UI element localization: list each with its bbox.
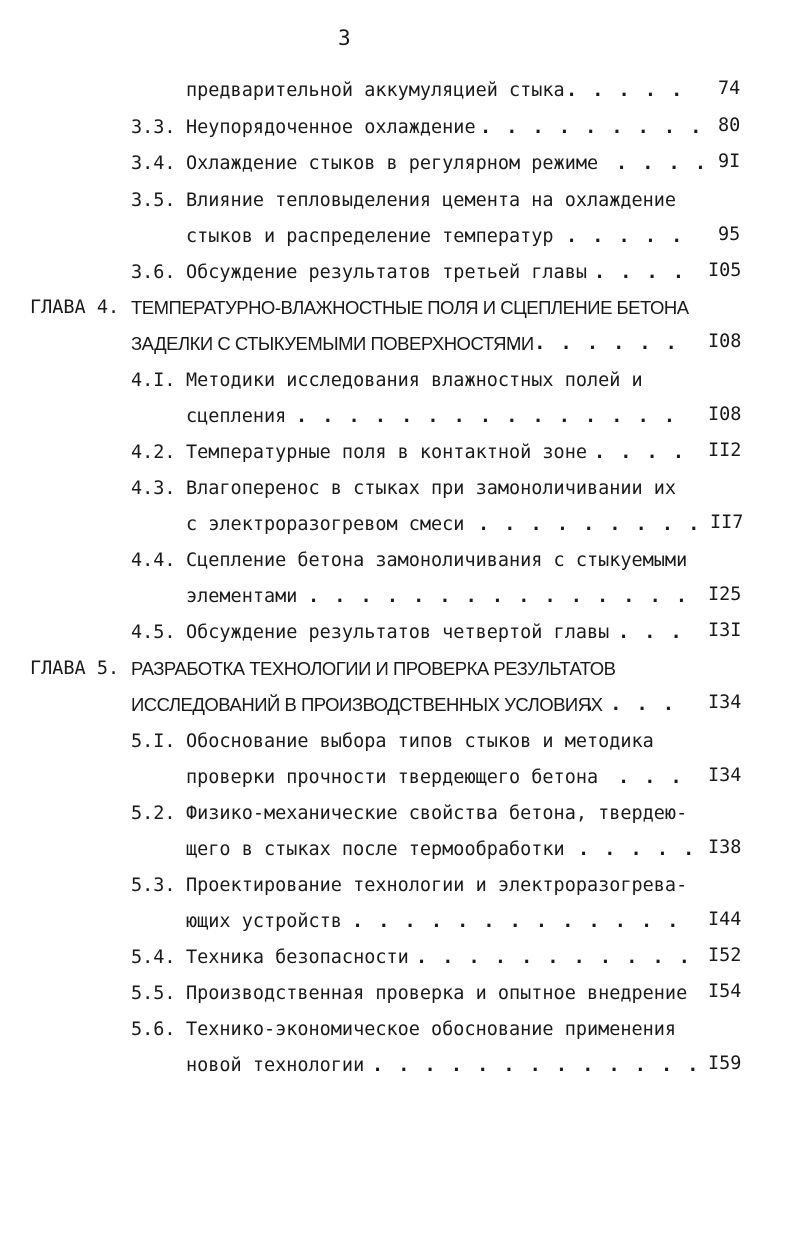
toc-page-number: 95 [718,224,741,245]
toc-entry-text: Методики исследования влажностных полей и [186,370,643,391]
toc-entry-text: Физико-механические свойства бетона, твердею- [186,803,688,824]
toc-leader-dots: . . . . . . . . . . . . . . . [296,406,678,427]
toc-page-number: I08 [708,404,742,425]
toc-section-number: 5.6. [131,1019,176,1040]
toc-leader-dots: . . . . . . . [508,333,679,354]
toc-page-number: I59 [708,1053,742,1074]
toc-entry-text: Обоснование выбора типов стыков и методика [186,731,654,752]
toc-entry-text: Техника безопасности [186,947,409,968]
toc-entry-text: Температурные поля в контактной зоне [186,442,587,463]
toc-page-number: I44 [708,909,742,930]
toc-section-number: 3.4. [131,153,176,174]
toc-entry-text: сцепления [186,406,287,427]
toc-page-number: I08 [708,331,742,352]
toc-entry-text: Обсуждение результатов четвертой главы [186,622,610,643]
toc-page-number: I34 [708,692,742,713]
toc-entry-text: Сцепление бетона замоноличивания с стыкуемыми [186,550,688,571]
toc-chapter-number: ГЛАВА 5. [30,658,120,679]
toc-entry-text: проверки прочности твердеющего бетона [186,767,599,788]
toc-section-number: 5.4. [131,947,176,968]
toc-entry-text: предварительной аккумуляцией стыка [186,80,565,101]
page-number: 3 [338,26,351,50]
toc-entry-text: Проектирование технологии и электроразогрева- [186,875,688,896]
toc-section-number: 4.5. [131,622,176,643]
toc-section-number: 3.5. [131,190,176,211]
toc-leader-dots: . . . . [584,694,676,715]
toc-leader-dots: . . . [618,622,684,643]
toc-page-number: 74 [718,78,741,99]
toc-page-number: I52 [708,945,742,966]
toc-page-number: I05 [708,260,742,281]
toc-leader-dots: . . . . . . . . . . . [416,947,692,968]
toc-leader-dots: . . . . . . . . . [480,117,704,138]
toc-leader-dots: . . . . . . . . . . . . . . . [308,586,690,607]
toc-page-number: I54 [708,981,742,1002]
toc-chapter-title: ЗАДЕЛКИ С СТЫКУЕМЫМИ ПОВЕРХНОСТЯМИ [131,333,534,354]
toc-entry-text: с электроразогревом смеси [186,514,465,535]
toc-page-number: I3I [708,620,742,641]
toc-page-number: I38 [708,837,742,858]
toc-entry-text: Производственная проверка и опытное внедрение [186,983,688,1004]
toc-page-number: I25 [708,584,742,605]
toc-entry-text: новой технологии [186,1055,365,1076]
toc-section-number: 3.3. [131,117,176,138]
toc-leader-dots: . . . . . . . . . . . . . [352,911,681,932]
toc-leader-dots: . . . . [594,442,686,463]
toc-entry-text: стыков и распределение температур [186,226,554,247]
toc-leader-dots: . . . . [594,262,686,283]
toc-leader-dots: . . . . . [566,80,685,101]
toc-leader-dots: . . . . . [578,839,697,860]
toc-entry-text: Неупорядоченное охлаждение [186,117,476,138]
toc-page-number: I34 [708,765,742,786]
toc-section-number: 4.4. [131,550,176,571]
toc-section-number: 3.6. [131,262,176,283]
toc-chapter-title: ТЕМПЕРАТУРНО-ВЛАЖНОСТНЫЕ ПОЛЯ И СЦЕПЛЕНИЕ БЕТОНА [131,297,689,318]
toc-entry-text: элементами [186,586,298,607]
toc-entry-text: Охлаждение стыков в регулярном режиме [186,153,599,174]
toc-page-number: 80 [718,115,741,136]
toc-section-number: 5.2. [131,803,176,824]
toc-chapter-title: РАЗРАБОТКА ТЕХНОЛОГИИ И ПРОВЕРКА РЕЗУЛЬТАТОВ [131,658,616,679]
toc-leader-dots: . . . . . [566,226,685,247]
toc-entry-text: Влияние тепловыделения цемента на охлаждение [186,190,677,211]
toc-entry-text: ющих устройств [186,911,342,932]
toc-chapter-number: ГЛАВА 4. [30,297,120,318]
toc-section-number: 4.I. [131,370,176,391]
toc-page-number: II2 [708,440,742,461]
toc-leader-dots: . . . . [616,153,708,174]
toc-entry-text: Влагоперенос в стыках при замоноличивании их [186,478,677,499]
toc-section-number: 4.3. [131,478,176,499]
toc-leader-dots: . . . . . . . . . [478,514,702,535]
toc-entry-text: щего в стыках после термообработки [186,839,565,860]
toc-section-number: 5.5. [131,983,176,1004]
toc-leader-dots: . . . [618,767,684,788]
toc-section-number: 5.3. [131,875,176,896]
toc-chapter-title: ИССЛЕДОВАНИЙ В ПРОИЗВОДСТВЕННЫХ УСЛОВИЯХ [131,694,603,715]
toc-page-number: II7 [710,512,744,533]
toc-section-number: 5.I. [131,731,176,752]
toc-leader-dots: . . . . . . . . . . . . . [372,1055,701,1076]
toc-entry-text: Обсуждение результатов третьей главы [186,262,587,283]
toc-entry-text: Технико-экономическое обоснование применения [186,1019,677,1040]
toc-page-number: 9I [718,151,741,172]
toc-section-number: 4.2. [131,442,176,463]
